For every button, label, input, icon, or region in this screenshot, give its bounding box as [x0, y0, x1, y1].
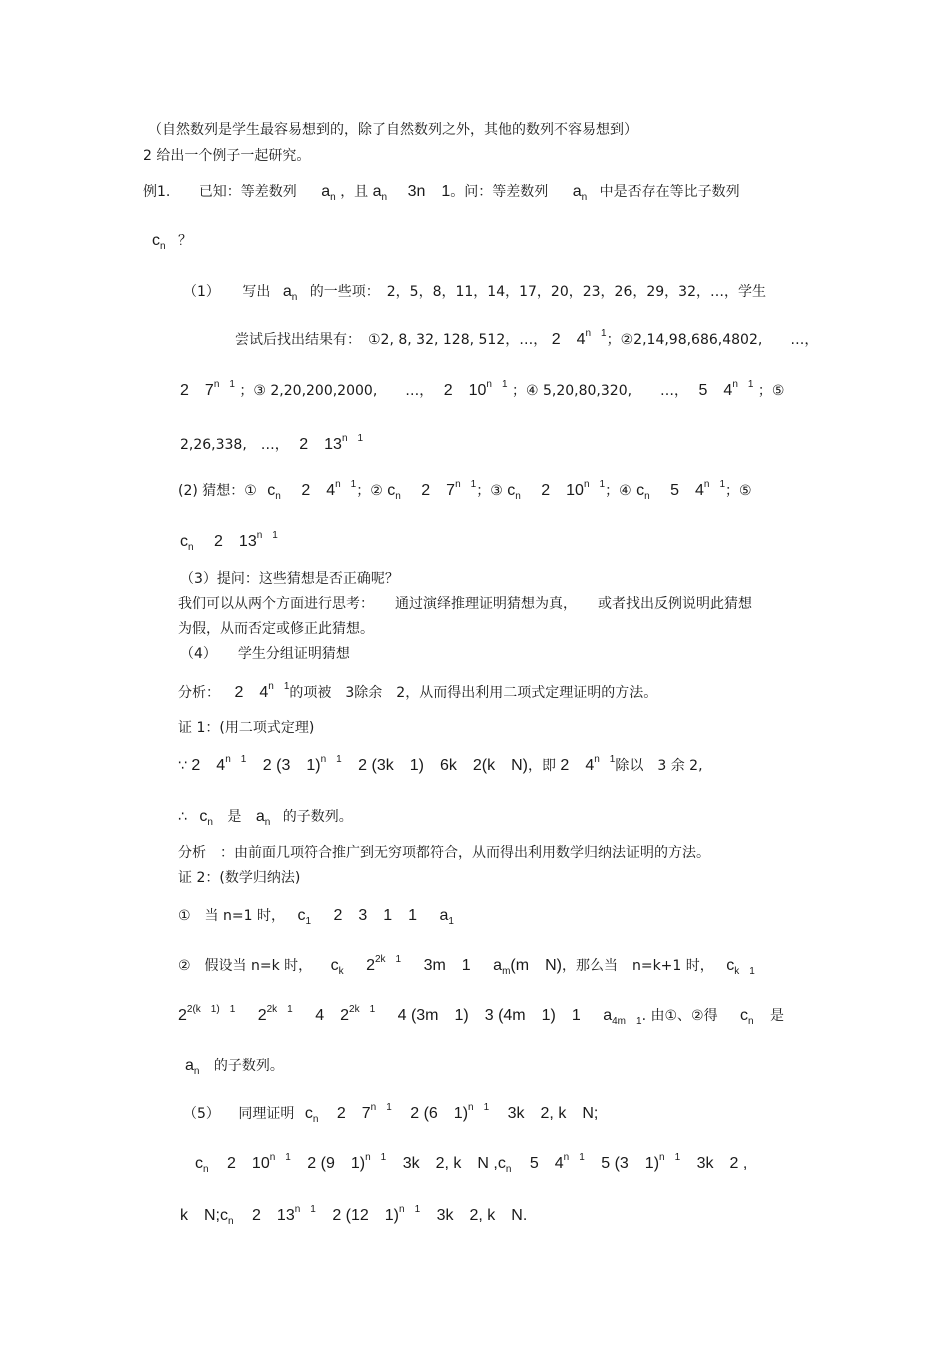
example-line: 例1. 已知：等差数列 $a_n$ ，且 $a_n$ 3n 1。问：等差数列 $a_n$ 中是否存在等比子数列 [143, 183, 740, 203]
step3-line: （3）提问：这些猜想是否正确呢？ [180, 571, 399, 587]
step1-line: （1） 写出 $a_n$ 的一些项： 2，5，8，11，14，17，20，23，26，29，32，…，学生 [183, 283, 766, 303]
intro-line: （自然数列是学生最容易想到的，除了自然数列之外，其他的数列不容易想到） [148, 122, 638, 138]
step1-results-line: 尝试后找出结果有： ①2, 8, 32, 128, 512，…， 2 $4^{n 1}$；②2,14,98,686,4802, …， [235, 328, 819, 348]
proof2-title: 证 2：(数学归纳法) [178, 870, 301, 886]
analysis2-line: 分析 ：由前面几项符合推广到无穷项都符合，从而得出利用数学归纳法证明的方法。 [178, 845, 710, 861]
induction-step1-line: ① 当 n=1 时， $c_1$ 2 3 1 1 $a_1$ [178, 907, 454, 927]
conjecture-5-line: $c_n$ 2 $13^{n 1}$ [180, 530, 278, 553]
sequences-line-2: 2,26,338, …， 2 $13^{n 1}$ [180, 433, 364, 453]
think-line-2: 为假，从而否定或修正此猜想。 [178, 621, 374, 637]
analysis1-line: 分析： 2 $4^{n 1}$的项被 3除余 2，从而得出利用二项式定理证明的方法。 [178, 681, 658, 701]
step5-line-1: （5） 同理证明 $c_n$ 2 $7^{n 1}$ 2 (6 1)$^{n 1}$ 3k 2, k N; [183, 1102, 599, 1125]
therefore-line: ∴ $c_n$ 是 $a_n$ 的子数列。 [178, 808, 353, 828]
induction-conclusion-line: $a_n$ 的子数列。 [185, 1057, 284, 1077]
step4-line: （4） 学生分组证明猜想 [180, 646, 350, 662]
proof1-line: ∵ 2 $4^{n 1}$ 2 (3 1)$^{n 1}$ 2 (3k 1) 6k 2(k N)，即 2 $4^{n 1}$除以 3 余 2, [178, 754, 703, 774]
sequences-line-1: 2 $7^{n 1}$ ；③ 2,20,200,2000, …， 2 $10^{n 1}$ ；④ 5,20,80,320, …， 5 $4^{n 1}$ ；⑤ [180, 379, 785, 399]
induction-step3-line: $2^{2(k 1) 1}$ $2^{2k 1}$ 4 $2^{2k 1}$ 4 (3m 1) 3 (4m 1) 1 $a_{4m 1}$. 由①、②得 $c_n$ 是 [178, 1004, 785, 1027]
example-label: 例1. [143, 184, 171, 200]
induction-step2-line: ② 假设当 n=k 时， $c_k$ $2^{2k 1}$ 3m 1 $a_m(m$ N)，那么当 n=k+1 时， $c_{k 1}$ [178, 954, 755, 977]
example-question-line: $c_n$ ？ [152, 232, 193, 252]
conjecture-line: (2) 猜想：① $c_n$ 2 $4^{n 1}$；② $c_n$ 2 $7^{n 1}$；③ $c_n$ 2 $10^{n 1}$；④ $c_n$ 5 $4^{n 1}$；⑤ [178, 479, 752, 502]
step5-line-2: $c_n$ 2 $10^{n 1}$ 2 (9 1)$^{n 1}$ 3k 2, k N $,c_n$ 5 $4^{n 1}$ 5 (3 1)$^{n 1}$ 3k 2 , [195, 1152, 748, 1175]
proof1-title: 证 1：(用二项式定理) [178, 720, 315, 736]
step2-line: 2 给出一个例子一起研究。 [143, 148, 311, 164]
think-line-1: 我们可以从两个方面进行思考： 通过演绎推理证明猜想为真， 或者找出反例说明此猜想 [178, 596, 752, 612]
step5-line-3: k $N;c_n$ 2 $13^{n 1}$ 2 (12 1)$^{n 1}$ 3k 2, k N. [180, 1204, 528, 1227]
